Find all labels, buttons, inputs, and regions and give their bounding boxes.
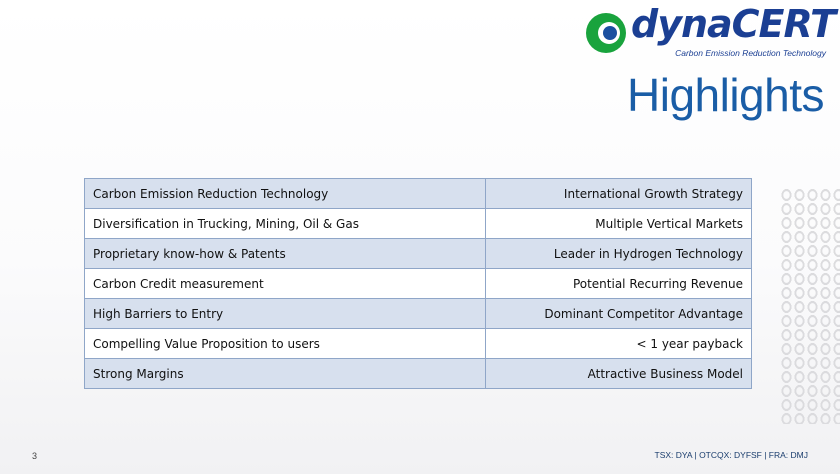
table-row xyxy=(85,329,752,359)
highlight-feature-cell: High Barriers to Entry xyxy=(85,299,486,329)
table-row xyxy=(85,239,752,269)
highlight-benefit-cell: Multiple Vertical Markets xyxy=(486,209,752,239)
highlights-table xyxy=(84,178,752,389)
table-row xyxy=(85,209,752,239)
highlight-benefit-cell: Attractive Business Model xyxy=(486,359,752,389)
highlight-feature-cell: Proprietary know-how & Patents xyxy=(85,239,486,269)
company-logo xyxy=(585,2,835,58)
footer-ticker-symbols: TSX: DYA | OTCQX: DYFSF | FRA: DMJ xyxy=(654,450,808,460)
highlight-feature-cell: Diversification in Trucking, Mining, Oil & Gas xyxy=(85,209,486,239)
highlight-feature-cell: Carbon Emission Reduction Technology xyxy=(85,179,486,209)
logo-tagline: Carbon Emission Reduction Technology xyxy=(675,48,826,58)
table-row xyxy=(85,269,752,299)
decorative-dot-pattern xyxy=(780,188,840,424)
table-row xyxy=(85,359,752,389)
highlight-benefit-cell: International Growth Strategy xyxy=(486,179,752,209)
page-number: 3 xyxy=(32,451,38,461)
highlight-feature-cell: Compelling Value Proposition to users xyxy=(85,329,486,359)
highlight-feature-cell: Carbon Credit measurement xyxy=(85,269,486,299)
logo-mark-icon xyxy=(585,12,627,54)
highlight-benefit-cell: < 1 year payback xyxy=(486,329,752,359)
logo-wordmark: dynaCERT xyxy=(631,2,835,46)
highlight-benefit-cell: Dominant Competitor Advantage xyxy=(486,299,752,329)
table-row xyxy=(85,179,752,209)
highlight-benefit-cell: Leader in Hydrogen Technology xyxy=(486,239,752,269)
highlight-benefit-cell: Potential Recurring Revenue xyxy=(486,269,752,299)
slide-title: Highlights xyxy=(627,69,824,121)
table-row xyxy=(85,299,752,329)
highlight-feature-cell: Strong Margins xyxy=(85,359,486,389)
